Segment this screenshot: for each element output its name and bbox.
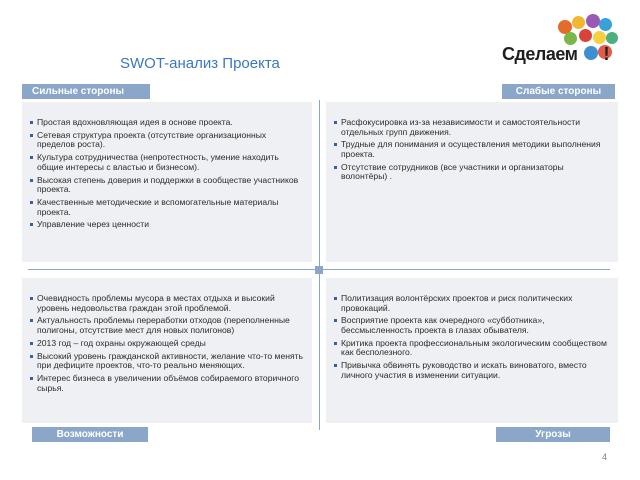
vertical-divider <box>319 100 320 430</box>
list-item: 2013 год – год охраны окружающей среды <box>30 339 306 349</box>
list-item: Восприятие проекта как очередного «субботника», бессмысленность проекта в глазах обывателя. <box>334 316 612 335</box>
list-item: Простая вдохновляющая идея в основе проекта. <box>30 118 306 128</box>
center-marker <box>315 266 323 274</box>
list-item: Культура сотрудничества (непротестность, умение находить общие интересы с властью и бизнесом). <box>30 153 306 172</box>
list-item: Политизация волонтёрских проектов и риск политических провокаций. <box>334 294 612 313</box>
panel-opportunities <box>22 278 312 423</box>
list-item: Высокая степень доверия и поддержки в сообществе участников проекта. <box>30 176 306 195</box>
label-threats: Угрозы <box>496 427 610 442</box>
logo-dot <box>606 32 618 44</box>
panel-strengths <box>22 102 312 262</box>
list-item: Очевидность проблемы мусора в местах отдыха и высокий уровень недовольства граждан этой проблемой. <box>30 294 306 313</box>
logo <box>498 14 628 76</box>
list-item: Расфокусировка из-за независимости и самостоятельности отдельных групп движения. <box>334 118 612 137</box>
label-opportunities: Возможности <box>32 427 148 442</box>
list-item: Актуальность проблемы переработки отходов (переполненные полигоны, отсутствие мест для новых полигонов) <box>30 316 306 335</box>
panel-threats <box>326 278 618 423</box>
label-strengths: Сильные стороны <box>22 84 150 99</box>
logo-dot <box>593 31 606 44</box>
threats-list <box>334 294 612 384</box>
label-weaknesses: Слабые стороны <box>502 84 615 99</box>
list-item: Отсутствие сотрудников (все участники и организаторы волонтёры) . <box>334 163 612 182</box>
opportunities-list <box>30 294 306 396</box>
list-item: Сетевая структура проекта (отсутствие организационных пределов роста). <box>30 131 306 150</box>
list-item: Трудные для понимания и осуществления методики выполнения проекта. <box>334 140 612 159</box>
list-item: Привычка обвинять руководство и искать виноватого, вместо личного участия в изменении ситуации. <box>334 361 612 380</box>
logo-text: Сделаем ! <box>502 44 609 64</box>
list-item: Управление через ценности <box>30 220 306 230</box>
slide-title: SWOT-анализ Проекта <box>120 55 280 72</box>
page-number: 4 <box>602 452 608 462</box>
list-item: Качественные методические и вспомогательные материалы проекта. <box>30 198 306 217</box>
list-item: Интерес бизнеса в увеличении объёмов собираемого вторичного сырья. <box>30 374 306 393</box>
logo-dot <box>586 14 600 28</box>
logo-dot <box>572 16 585 29</box>
list-item: Критика проекта профессиональным экологическим сообществом как бесполезного. <box>334 339 612 358</box>
weaknesses-list <box>334 118 612 185</box>
panel-weaknesses <box>326 102 618 262</box>
strengths-list <box>30 118 306 233</box>
logo-dot <box>579 29 592 42</box>
logo-dot <box>599 18 612 31</box>
list-item: Высокий уровень гражданской активности, желание что-то менять при дефиците проектов, что-то реально меняющих. <box>30 352 306 371</box>
